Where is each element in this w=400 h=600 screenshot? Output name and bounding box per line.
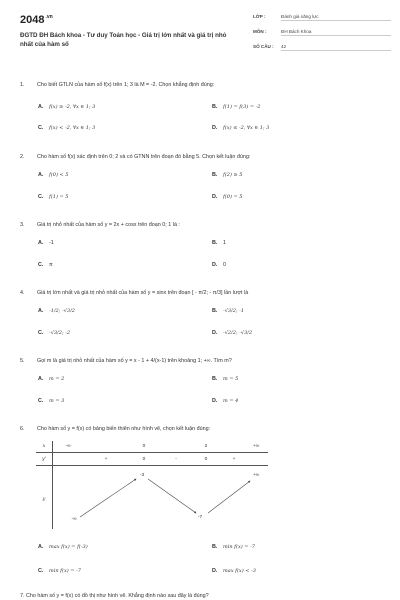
derivative-sign: - bbox=[175, 457, 177, 462]
option-b[interactable]: B. 1 bbox=[212, 240, 226, 246]
question-text: Gọi m là giá trị nhỏ nhất của hàm số y = x - 1 + 4/(x-1) trên khoảng 1; +∞. Tìm m? bbox=[37, 358, 232, 364]
option-d[interactable]: D. max f(x) < -3 bbox=[212, 568, 256, 574]
row-label-x: x bbox=[42, 444, 46, 449]
y-value: +∞ bbox=[252, 473, 260, 478]
site-logo[interactable]: $2048^{.vn}$ bbox=[20, 14, 53, 26]
option-d[interactable]: D. -√2/2; -√3/2 bbox=[212, 330, 253, 336]
question-4: 4. Giá trị lớn nhất và giá trị nhỏ nhất của hàm số y = sinx trên đoạn [ - π/2; - π/3] lần lượt là bbox=[20, 290, 249, 296]
y-value: -∞ bbox=[71, 517, 77, 522]
option-c[interactable]: C. π bbox=[38, 262, 53, 268]
option-a[interactable]: A. -1/2; -√3/2 bbox=[38, 308, 75, 314]
derivative-sign: + bbox=[104, 457, 108, 462]
option-a[interactable]: A. -1 bbox=[38, 240, 54, 246]
question-2: 2. Cho hàm số f(x) xác định trên 0; 2 và có GTNN trên đoạn đó bằng 5. Chọn kết luận đúng: bbox=[20, 154, 251, 160]
variation-table bbox=[36, 441, 268, 529]
option-c[interactable]: C. f(x) < -2, ∀x ∈ 1; 3 bbox=[38, 125, 96, 131]
x-value: 2 bbox=[204, 444, 208, 449]
option-b[interactable]: B. f(2) ≥ 5 bbox=[212, 172, 243, 178]
option-b[interactable]: B. -√3/2; -1 bbox=[212, 308, 245, 314]
question-6: 6. Cho hàm số y = f(x) có bảng biến thiên như hình vẽ, chọn kết luận đúng: bbox=[20, 426, 211, 432]
option-d[interactable]: D. m = 4 bbox=[212, 398, 239, 404]
option-d[interactable]: D. 0 bbox=[212, 262, 226, 268]
y-value: -3 bbox=[139, 473, 145, 478]
question-text: Giá trị nhỏ nhất của hàm số y = 2x + cosx trên đoạn 0; 1 là : bbox=[37, 222, 180, 228]
derivative-sign: + bbox=[232, 457, 236, 462]
row-label-y: y bbox=[42, 497, 46, 502]
option-d[interactable]: D. f(x) ≤ -2, ∀x ∈ 1; 3 bbox=[212, 125, 270, 131]
option-b[interactable]: B. f(1) = f(3) = -2 bbox=[212, 104, 261, 110]
arrow-up bbox=[208, 481, 250, 513]
y-value: -7 bbox=[197, 515, 203, 520]
document-title: ĐGTD ĐH Bách khoa - Tư duy Toán học - Giá trị lớn nhất và giá trị nhỏ nhất của hàm số bbox=[20, 32, 227, 48]
option-c[interactable]: C. m = 3 bbox=[38, 398, 65, 404]
question-1: 1. Cho biết GTLN của hàm số f(x) trên 1; 3 là M = -2. Chọn khẳng định đúng: bbox=[20, 82, 215, 88]
variation-arrows bbox=[36, 441, 268, 529]
meta-question-count: SỐ CÂU : 42 bbox=[253, 44, 391, 51]
question-text: Giá trị lớn nhất và giá trị nhỏ nhất của hàm số y = sinx trên đoạn [ - π/2; - π/3] lần lượt là bbox=[37, 290, 249, 296]
question-7-partial: 7. Cho hàm số y = f(x) có đồ thị như hình vẽ. Khẳng định nào sau đây là đúng? bbox=[20, 593, 209, 599]
meta-subject: MÔN : ĐH Bách Khoa bbox=[253, 29, 391, 36]
option-a[interactable]: A. f(0) < 5 bbox=[38, 172, 69, 178]
question-text: Cho hàm số f(x) xác định trên 0; 2 và có GTNN trên đoạn đó bằng 5. Chọn kết luận đúng: bbox=[37, 154, 251, 160]
question-3: 3. Giá trị nhỏ nhất của hàm số y = 2x + cosx trên đoạn 0; 1 là : bbox=[20, 222, 180, 228]
derivative-zero: 0 bbox=[204, 457, 208, 462]
option-a[interactable]: A. m = 2 bbox=[38, 376, 65, 382]
option-a[interactable]: A. f(x) ≥ -2, ∀x ∈ 1; 3 bbox=[38, 104, 96, 110]
option-d[interactable]: D. f(0) = 5 bbox=[212, 194, 243, 200]
option-a[interactable]: A. max f(x) = f(-3) bbox=[38, 544, 88, 550]
meta-class: LỚP : Đánh giá năng lực bbox=[253, 14, 391, 21]
question-text: Cho hàm số y = f(x) có bảng biến thiên như hình vẽ, chọn kết luận đúng: bbox=[37, 426, 211, 432]
derivative-zero: 0 bbox=[142, 457, 146, 462]
option-c[interactable]: C. min f(x) = -7 bbox=[38, 568, 81, 574]
option-b[interactable]: B. m = 5 bbox=[212, 376, 239, 382]
document-header bbox=[0, 0, 400, 60]
x-value: +∞ bbox=[252, 444, 260, 449]
question-text: Cho biết GTLN của hàm số f(x) trên 1; 3 là M = -2. Chọn khẳng định đúng: bbox=[37, 82, 215, 88]
arrow-up bbox=[80, 479, 136, 517]
option-b[interactable]: B. min f(x) = -7 bbox=[212, 544, 255, 550]
x-value: -∞ bbox=[65, 444, 71, 449]
row-label-dy: y' bbox=[41, 457, 47, 462]
x-value: 0 bbox=[142, 444, 146, 449]
option-c[interactable]: C. -√3/2; -2 bbox=[38, 330, 71, 336]
arrow-down bbox=[148, 479, 196, 513]
question-5: 5. Gọi m là giá trị nhỏ nhất của hàm số y = x - 1 + 4/(x-1) trên khoảng 1; +∞. Tìm m? bbox=[20, 358, 232, 364]
option-c[interactable]: C. f(1) = 5 bbox=[38, 194, 69, 200]
